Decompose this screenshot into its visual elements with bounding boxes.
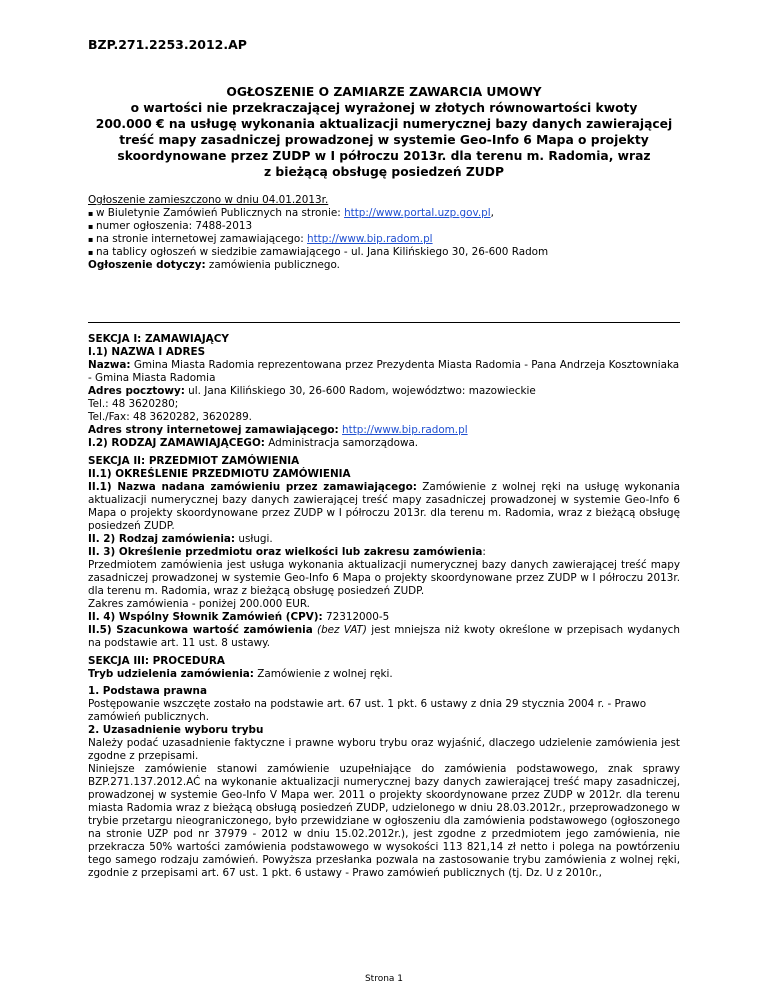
section-1	[88, 333, 680, 880]
section-heading: SEKCJA III: PROCEDURA	[88, 655, 225, 667]
field-label: Adres strony internetowej zamawiającego:	[88, 424, 339, 436]
field-label: Adres pocztowy:	[88, 385, 185, 397]
field-label: II.1) Nazwa nadana zamówieniu przez zamawiającego:	[88, 481, 417, 493]
phone: Tel.: 48 3620280;	[88, 398, 179, 410]
field-label: Nazwa:	[88, 359, 131, 371]
title-line: z bieżącą obsługę posiedzeń ZUDP	[263, 165, 504, 179]
section-2	[88, 455, 680, 650]
list-item	[88, 233, 680, 246]
field-value: jest mniejsza niż kwoty określone w przepisach wydanych na podstawie art. 11 ust. 8 ustawy.	[88, 624, 680, 649]
title-line: 200.000 € na usługę wykonania aktualizacji numerycznej bazy danych zawierającej	[95, 117, 673, 131]
field-label: I.2) RODZAJ ZAMAWIAJĄCEGO:	[88, 437, 265, 449]
field-value: Administracja samorządowa.	[264, 437, 419, 449]
field-label: II. 2) Rodzaj zamówienia:	[88, 533, 236, 545]
estimated-value	[88, 624, 680, 650]
list-item-text: ,	[490, 207, 494, 219]
order-scope-range: Zakres zamówienia - poniżej 200.000 EUR.	[88, 598, 310, 610]
title-line: treść mapy zasadniczej prowadzonej w systemie Geo-Info 6 Mapa o projekty	[119, 133, 649, 147]
divider	[88, 322, 680, 323]
cpv-code	[88, 611, 680, 624]
phone-fax: Tel./Fax: 48 3620282, 3620289.	[88, 411, 252, 423]
section-heading: SEKCJA II: PRZEDMIOT ZAMÓWIENIA	[88, 455, 300, 467]
subsection-heading: I.1) NAZWA I ADRES	[88, 346, 206, 358]
order-scope-heading	[88, 546, 680, 559]
concerns-value: zamówienia publicznego.	[205, 259, 340, 271]
list-item-text: w Biuletynie Zamówień Publicznych na stronie:	[96, 207, 345, 219]
legal-basis-heading: 1. Podstawa prawna	[88, 685, 207, 697]
name-field	[88, 359, 680, 385]
justification-heading: 2. Uzasadnienie wyboru trybu	[88, 724, 264, 736]
bip-link[interactable]: http://www.bip.radom.pl	[342, 424, 468, 436]
title-line: o wartości nie przekraczającej wyrażonej w złotych równowartości kwoty	[130, 101, 638, 115]
page-number: Strona 1	[364, 974, 404, 984]
address-field	[88, 385, 680, 398]
field-label: Tryb udzielenia zamówienia:	[88, 668, 254, 680]
list-item: ▪ na tablicy ogłoszeń w siedzibie zamawiającego - ul. Jana Kilińskiego 30, 26-600 Radom	[88, 246, 680, 259]
field-value: :	[482, 546, 486, 558]
list-item-text: na stronie internetowej zamawiającego:	[96, 233, 308, 245]
justification-text: Niniejsze zamówienie stanowi zamówienie uzupełniające do zamówienia podstawowego, znak sprawy BZP.271.137.2012.AĆ na wykonanie aktualizacji numerycznej bazy danych zawierającej treść mapy zasadniczej, prowadzonej w systemie Geo-Info V Mapa wer. 2011 o projekty skoordynowane przez ZUDP w 2012r. dla terenu miasta Radomia wraz z bieżącą obsługą posiedzeń ZUDP, udzielonego w dniu 28.03.2012r., przeprowadzonego w trybie przetargu nieograniczonego, było przewidziane w ogłoszeniu dla zamówienia podstawowego (ogłoszonego na stronie UZP pod nr 37979 - 2012 w dniu 15.02.2012r.), jest zgodne z przedmiotem jego zamówienia, nie przekracza 50% wartości zamówienia podstawowego w wysokości 113 821,14 zł netto i polega na powtórzeniu tego samego rodzaju zamówień. Powyższa przesłanka pozwala na zastosowanie trybu zamówienia z wolnej ręki, zgodnie z przepisami art. 67 ust. 1 pkt. 6 ustawy - Prawo zamówień publicznych (tj. Dz. U z 2010r.,	[88, 763, 680, 879]
website-field	[88, 424, 680, 437]
published-date: Ogłoszenie zamieszczono w dniu 04.01.2013r.	[88, 194, 329, 206]
bip-link[interactable]: http://www.bip.radom.pl	[307, 233, 433, 245]
list-item: ▪ numer ogłoszenia: 7488-2013	[88, 220, 680, 233]
order-type	[88, 533, 680, 546]
title-line: OGŁOSZENIE O ZAMIARZE ZAWARCIA UMOWY	[226, 85, 542, 99]
concerns-line	[88, 259, 680, 272]
justification-intro: Należy podać uzasadnienie faktyczne i prawne wyboru trybu oraz wyjaśnić, dlaczego udzielenie zamówienia jest zgodne z przepisami.	[88, 737, 680, 762]
field-value: Zamówienie z wolnej ręki na usługę wykonania aktualizacji numerycznej bazy danych zawierającej treść mapy zasadniczej prowadzonej w systemie Geo-Info 6 Mapa o projekty skoordynowane przez ZUDP w I półroczu 2013r. dla terenu m. Radomia, wraz z bieżącą obsługę posiedzeń ZUDP.	[88, 481, 680, 532]
document-title	[88, 84, 680, 180]
list-item	[88, 207, 680, 220]
uzp-portal-link[interactable]: http://www.portal.uzp.gov.pl	[344, 207, 491, 219]
contracting-type	[88, 437, 680, 450]
field-label: II. 4) Wspólny Słownik Zamówień (CPV):	[88, 611, 323, 623]
order-scope-text: Przedmiotem zamówienia jest usługa wykonania aktualizacji numerycznej bazy danych zawierającej treść mapy zasadniczej prowadzonej w systemie Geo-Info 6 Mapa o projekty skoordynowane przez ZUDP w I półroczu 2013r. dla terenu m. Radomia, wraz z bieżącą obsługę posiedzeń ZUDP.	[88, 559, 680, 597]
section-3	[88, 655, 680, 880]
procedure-mode	[88, 668, 680, 681]
field-label: II. 3) Określenie przedmiotu oraz wielkości lub zakresu zamówienia	[88, 546, 483, 558]
publication-list	[88, 207, 680, 259]
concerns-label: Ogłoszenie dotyczy:	[88, 259, 206, 271]
field-note: (bez VAT)	[317, 624, 367, 636]
publication-info	[88, 194, 680, 272]
legal-basis-text: Postępowanie wszczęte zostało na podstawie art. 67 ust. 1 pkt. 6 ustawy z dnia 29 stycznia 2004 r. - Prawo zamówień publicznych.	[88, 698, 647, 723]
order-name	[88, 481, 680, 533]
field-label: II.5) Szacunkowa wartość zamówienia	[88, 624, 313, 636]
field-value: usługi.	[235, 533, 273, 545]
section-heading: SEKCJA I: ZAMAWIAJĄCY	[88, 333, 229, 345]
reference-number: BZP.271.2253.2012.AP	[88, 37, 247, 52]
field-value: 72312000-5	[322, 611, 390, 623]
title-line: skoordynowane przez ZUDP w I półroczu 2013r. dla terenu m. Radomia, wraz	[117, 149, 651, 163]
subsection-heading: II.1) OKREŚLENIE PRZEDMIOTU ZAMÓWIENIA	[88, 468, 351, 480]
field-value: Zamówienie z wolnej ręki.	[253, 668, 393, 680]
field-value: Gmina Miasta Radomia reprezentowana przez Prezydenta Miasta Radomia - Pana Andrzeja Kosztowniaka - Gmina Miasta Radomia	[88, 359, 680, 384]
field-value: ul. Jana Kilińskiego 30, 26-600 Radom, województwo: mazowieckie	[184, 385, 536, 397]
